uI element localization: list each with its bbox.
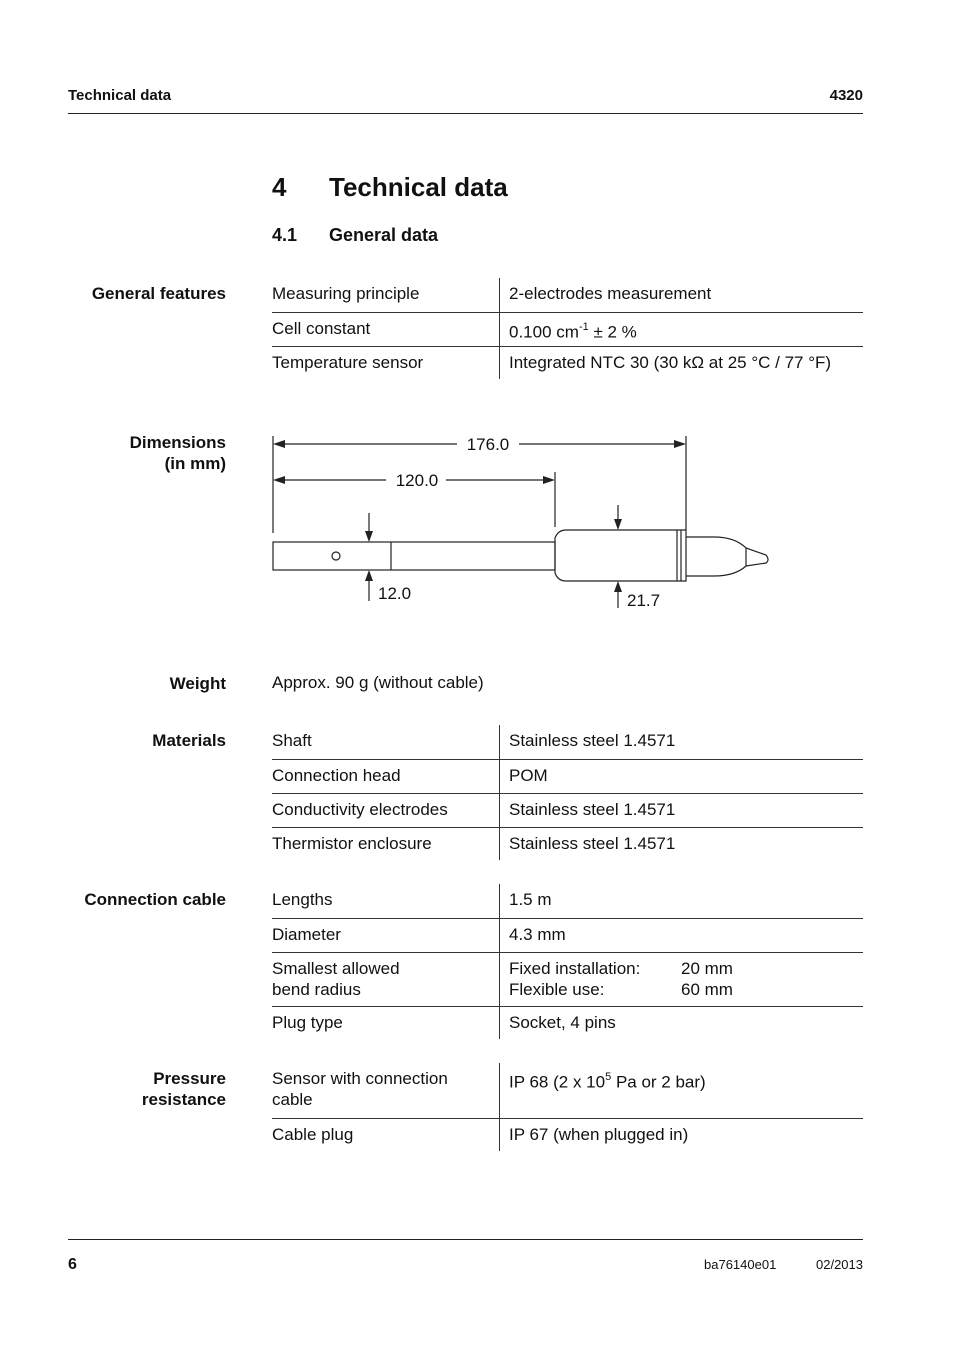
dimension-shaft-diameter: 12.0	[378, 584, 412, 603]
value-tail: ± 2 %	[588, 322, 637, 342]
spec-key: Lengths	[272, 890, 333, 909]
bend-fixed-value: 20 mm	[681, 958, 733, 978]
spec-value	[500, 1063, 864, 1118]
cable-strain-relief	[686, 537, 768, 576]
dimensions-label-line1: Dimensions	[129, 433, 226, 452]
sensor-key-line1: Sensor with connection	[272, 1069, 448, 1088]
spec-key	[272, 952, 500, 1006]
section-title-text: General data	[329, 225, 439, 245]
arrowhead	[614, 519, 622, 530]
value-superscript: 5	[605, 1071, 612, 1083]
sensor-key-line2: cable	[272, 1090, 313, 1109]
arrowhead	[365, 531, 373, 542]
bend-fixed	[509, 958, 863, 979]
bend-flex-value: 60 mm	[681, 979, 733, 999]
probe-shaft	[273, 542, 555, 570]
arrowhead	[674, 440, 686, 448]
dimensions-label-line2: (in mm)	[164, 454, 226, 473]
spec-key: Conductivity electrodes	[272, 793, 500, 827]
spec-value: 4.3 mm	[500, 918, 864, 952]
table-row	[272, 884, 863, 918]
chapter-number: 4	[272, 172, 287, 202]
running-header-model: 4320	[829, 87, 863, 104]
weight-value: Approx. 90 g (without cable)	[272, 673, 484, 692]
table-row	[272, 1006, 863, 1039]
spec-key: Temperature sensor	[272, 346, 500, 379]
table-row	[272, 793, 863, 827]
table-row	[272, 918, 863, 952]
spec-key: Measuring principle	[272, 284, 420, 303]
spec-value	[500, 952, 864, 1006]
table-row	[272, 1063, 863, 1118]
connection-cable-table	[272, 884, 863, 1039]
spec-value: IP 67 (when plugged in)	[500, 1118, 864, 1151]
arrowhead	[543, 476, 555, 484]
connection-head	[555, 530, 686, 581]
weight-label: Weight	[169, 674, 226, 693]
arrowhead	[273, 440, 285, 448]
connection-cable-label: Connection cable	[84, 890, 226, 909]
pressure-table	[272, 1063, 863, 1151]
spec-key: Thermistor enclosure	[272, 827, 500, 860]
table-row	[272, 725, 863, 759]
probe-hole	[332, 552, 340, 560]
spec-key: Connection head	[272, 759, 500, 793]
arrowhead	[614, 581, 622, 592]
arrowhead	[365, 570, 373, 581]
section-number: 4.1	[272, 225, 298, 245]
spec-key: Diameter	[272, 918, 500, 952]
spec-key: Plug type	[272, 1006, 500, 1039]
document-date: 02/2013	[816, 1257, 863, 1272]
spec-key: Cable plug	[272, 1118, 500, 1151]
dimension-total-length: 176.0	[466, 435, 510, 454]
value-tail: Pa or 2 bar)	[611, 1072, 706, 1092]
page-number: 6	[68, 1256, 77, 1273]
value-superscript: -1	[578, 320, 589, 333]
spec-key: Shaft	[272, 731, 312, 750]
spec-value: Stainless steel 1.4571	[500, 725, 864, 759]
dimension-shaft-length: 120.0	[395, 471, 439, 490]
table-row	[272, 1118, 863, 1151]
general-features-label: General features	[91, 284, 226, 303]
spec-value: 1.5 m	[500, 884, 864, 918]
arrowhead	[273, 476, 285, 484]
materials-label: Materials	[152, 731, 226, 750]
dimension-drawing	[0, 0, 954, 640]
table-row	[272, 952, 863, 1006]
spec-key: Cell constant	[272, 312, 500, 346]
footer-rule	[68, 1239, 863, 1240]
value-text: IP 68 (2 x 10	[509, 1072, 606, 1092]
dimension-head-diameter: 21.7	[627, 591, 661, 610]
chapter-title-text: Technical data	[329, 172, 508, 202]
spec-key	[272, 1063, 500, 1118]
document-id: ba76140e01	[704, 1257, 777, 1272]
spec-value: Socket, 4 pins	[500, 1006, 864, 1039]
spec-value: 2-electrodes measurement	[500, 278, 864, 312]
bend-flex-label: Flexible use:	[509, 979, 605, 999]
bend-key-line2: bend radius	[272, 979, 361, 999]
pressure-label	[0, 1068, 226, 1110]
spec-value: Integrated NTC 30 (30 kΩ at 25 °C / 77 °F)	[500, 346, 864, 379]
materials-table	[272, 725, 863, 860]
running-header-section: Technical data	[68, 87, 172, 104]
pressure-label-line2: resistance	[141, 1090, 226, 1109]
table-row	[272, 827, 863, 860]
bend-key-line1: Smallest allowed	[272, 958, 400, 978]
spec-value: Stainless steel 1.4571	[500, 793, 864, 827]
bend-fixed-label: Fixed installation:	[509, 958, 641, 978]
bend-flexible	[509, 979, 863, 1000]
table-row	[272, 759, 863, 793]
value-text: 0.100 cm	[509, 322, 579, 342]
pressure-label-line1: Pressure	[153, 1069, 226, 1088]
spec-value: Stainless steel 1.4571	[500, 827, 864, 860]
spec-value: POM	[500, 759, 864, 793]
